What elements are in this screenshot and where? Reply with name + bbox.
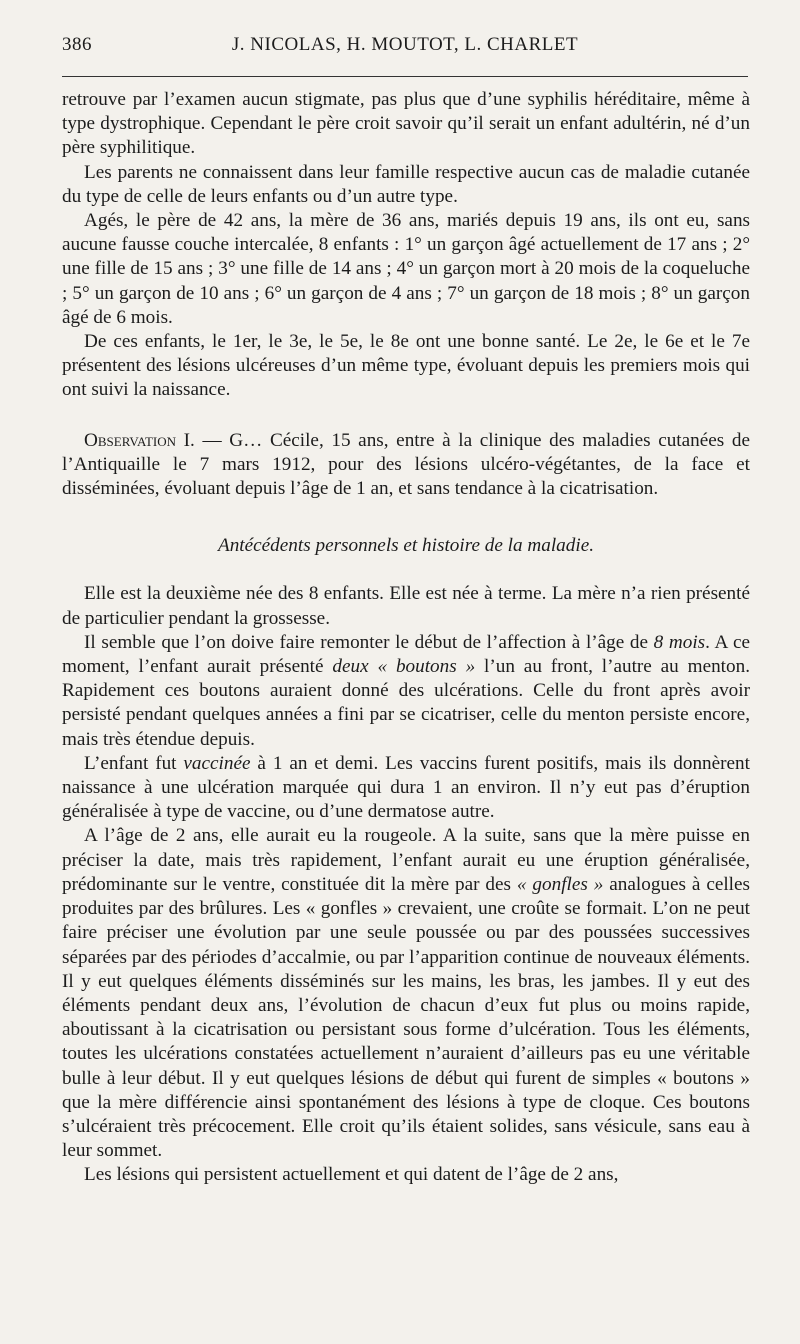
text-run: Il semble que l’on doive faire remonter le début de l’affection à l’âge de [84, 631, 654, 653]
paragraph: Elle est la deuxième née des 8 enfants. Elle est née à terme. La mère n’a rien présenté de particulier pendant la grossesse. [62, 583, 750, 629]
paragraph: Les lésions qui persistent actuellement et qui datent de l’âge de 2 ans, [84, 1164, 619, 1186]
text-run: analogues à celles produites par des brûlures. Les « gonfles » crevaient, une croûte se formait. L’on ne peut faire préciser une évolution par une seule poussée ou par des poussées successives séparées par des périodes d’accalmie, ou par l’apparition continue de nouveaux éléments. Il y eut quelques éléments disséminés sur les mains, les bras, les jambes. Il y eut des éléments pendant deux ans, l’évolution de chacun d’eux fut plus ou moins rapide, aboutissant à la cicatrisation ou persistant sous forme d’ulcération. Tous les éléments, toutes les ulcérations constatées actuellement n’auraient d’ailleurs pas eu une véritable bulle à leur début. Il y eut quelques lésions de début qui furent de simples « boutons » que la mère différencie ainsi spontanément des lésions à type de cloque. Ces boutons s’ulcéraient très précocement. Elle croit qu’ils étaient solides, sans vésicule, sans eau à leur sommet. [62, 873, 750, 1162]
paragraph [62, 752, 750, 825]
page-body [62, 88, 750, 1188]
header-rule [62, 76, 748, 77]
paragraph: De ces enfants, le 1er, le 3e, le 5e, le 8e ont une bonne santé. Le 2e, le 6e et le 7e présentent des lésions ulcéreuses d’un même type, évoluant depuis les premiers mois qui ont suivi la naissance. [62, 331, 750, 401]
italic-run: 8 mois [653, 631, 706, 653]
text-run: l’un au front, l’autre au menton. Rapidement ces boutons auraient donné des ulcérations. Celle du front après avoir persisté pendant quelques années a fini par se cicatriser, celle du menton persiste encore, mais très étendue depuis. [62, 656, 750, 750]
text-run: L’enfant fut [84, 752, 184, 774]
paragraph [62, 824, 750, 1163]
italic-run: vaccinée [183, 752, 251, 774]
observation-text: — G… Cécile, 15 ans, entre à la clinique des maladies cutanées de l’Antiquaille le 7 mars 1912, pour des lésions ulcéro-végétantes, de la face et disséminées, évoluant depuis l’âge de 1 an, et sans tendance à la cicatrisation. [62, 429, 750, 500]
observation-label: Observation I. [84, 429, 195, 451]
paragraph [62, 631, 750, 752]
page-number: 386 [62, 34, 92, 55]
observation-paragraph [62, 429, 750, 502]
section-heading: Antécédents personnels et histoire de la maladie. [217, 535, 595, 557]
page-header [62, 34, 748, 64]
italic-run: deux « boutons » [332, 656, 476, 678]
paragraph: Les parents ne connaissent dans leur famille respective aucun cas de maladie cutanée du type de celle de leurs enfants ou d’un autre type. [62, 161, 750, 207]
italic-run: « gonfles » [516, 873, 604, 895]
text-run: A l’âge de 2 ans, elle aurait eu la rougeole. A la suite, sans que la mère puisse en préciser la date, mais très rapidement, l’enfant aurait eu une éruption généralisée, prédominante sur le ventre, constituée dit la mère par des [62, 825, 750, 895]
paragraph: Agés, le père de 42 ans, la mère de 36 ans, mariés depuis 19 ans, ils ont eu, sans aucune fausse couche intercalée, 8 enfants : 1° un garçon âgé actuellement de 17 ans ; 2° une fille de 15 ans ; 3° une fille de 14 ans ; 4° un garçon mort à 20 mois de la coqueluche ; 5° un garçon de 10 ans ; 6° un garçon de 4 ans ; 7° un garçon de 18 mois ; 8° un garçon âgé de 6 mois. [62, 210, 750, 328]
text-run: à 1 an et demi. Les vaccins furent positifs, mais ils donnèrent naissance à une ulcération marquée qui dura 1 an environ. Il n’y eut pas d’éruption généralisée à type de vaccine, ou d’une dermatose autre. [62, 752, 750, 823]
running-title: J. NICOLAS, H. MOUTOT, L. CHARLET [231, 34, 579, 55]
paragraph: retrouve par l’examen aucun stigmate, pas plus que d’une syphilis héréditaire, même à type dystrophique. Cependant le père croit savoir qu’il serait un enfant adultérin, né d’un père syphilitique. [62, 89, 750, 159]
text-run: . A ce moment, l’enfant aurait présenté [62, 631, 750, 678]
